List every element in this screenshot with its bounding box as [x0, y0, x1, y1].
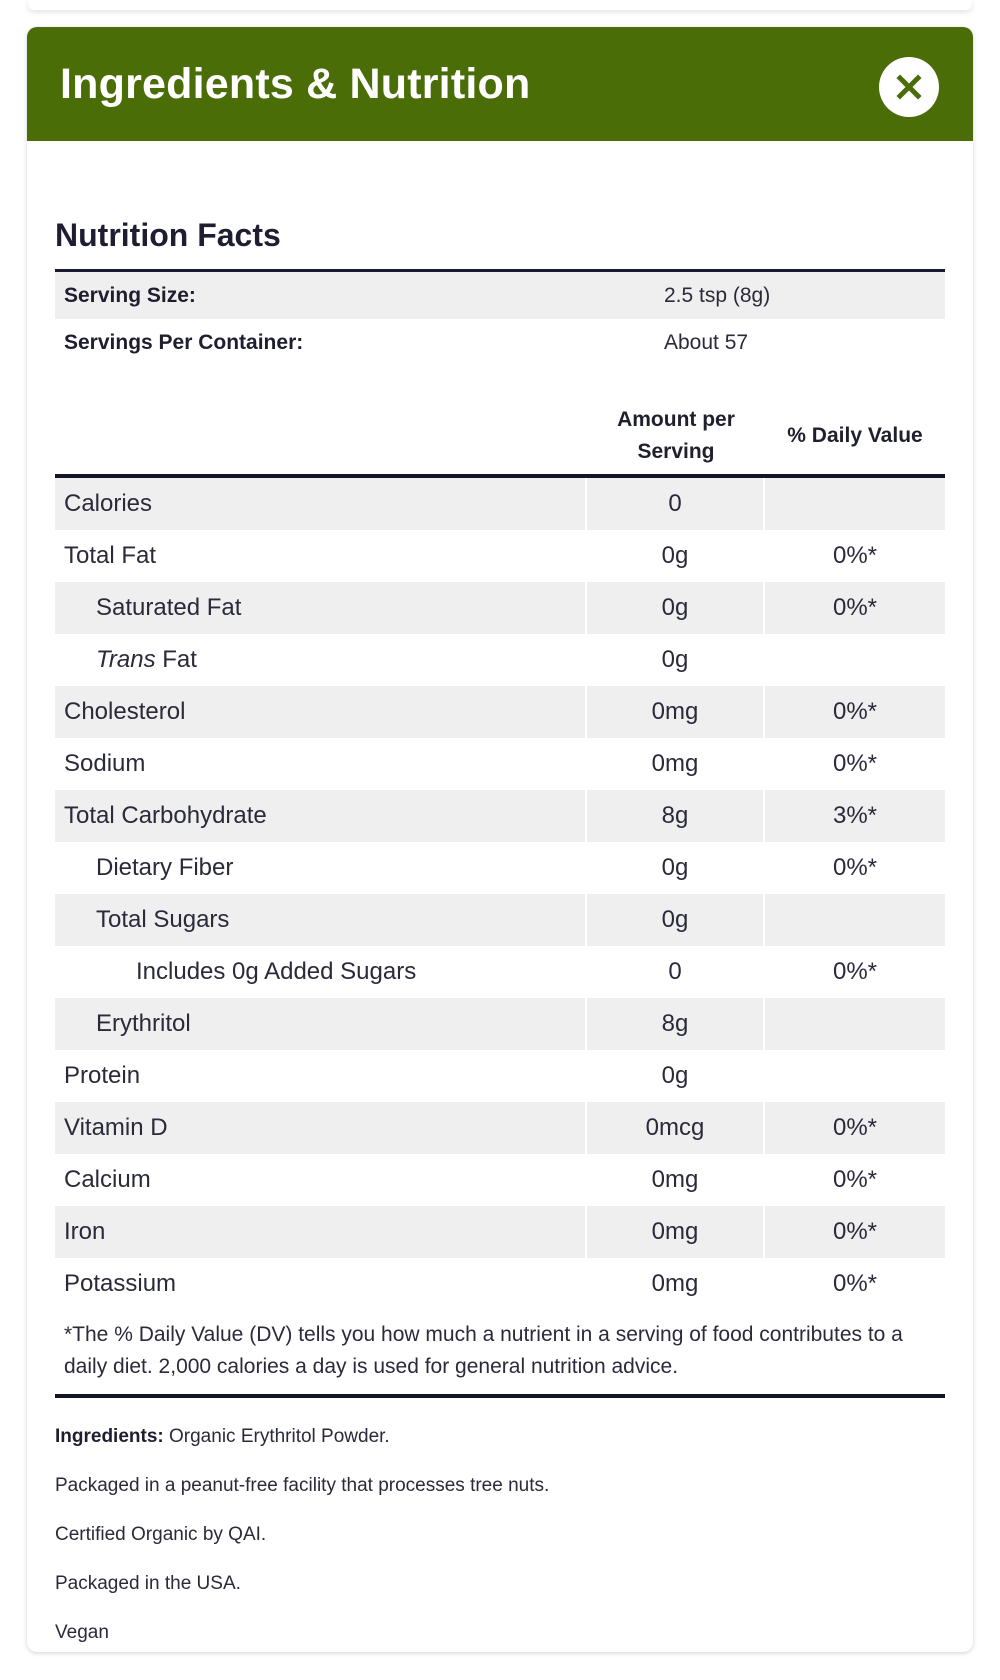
nutrient-name: Total Sugars: [55, 894, 587, 946]
nutrient-daily-value: [765, 1050, 945, 1102]
daily-value-footnote: *The % Daily Value (DV) tells you how much a nutrient in a serving of food contributes to a daily diet. 2,000 calories a day is used for general nutrition advice.: [64, 1323, 903, 1378]
nutrient-name: [55, 634, 587, 686]
nutrient-amount: 0mg: [587, 1206, 765, 1258]
nutrient-name: Iron: [55, 1206, 587, 1258]
modal-header: [27, 27, 973, 141]
nutrient-daily-value: 0%*: [832, 1166, 878, 1193]
ingredients-nutrition-modal: [27, 27, 973, 1652]
ingredients-label: Ingredients:: [55, 1426, 164, 1447]
nutrient-amount: 0g: [587, 894, 765, 946]
nutrition-facts-title: Nutrition Facts: [55, 217, 281, 253]
table-row: [55, 842, 945, 894]
nutrient-name: Potassium: [55, 1258, 587, 1310]
nutrient-daily-value: [765, 894, 945, 946]
nutrient-amount: 0mg: [587, 686, 765, 738]
nutrient-daily-value: 0%*: [832, 698, 878, 725]
nutrient-name: Includes 0g Added Sugars: [55, 946, 587, 998]
nutrient-amount: 0mcg: [587, 1102, 765, 1154]
nutrition-table: [55, 474, 945, 1310]
table-row: [55, 1154, 945, 1206]
nutrient-daily-value: 0%*: [832, 958, 878, 985]
nutrient-daily-value: [765, 634, 945, 686]
column-amount-per-serving: Amount per Serving: [617, 407, 735, 463]
table-row: [55, 530, 945, 582]
table-row: [55, 1102, 945, 1154]
nutrient-name-rest: Fat: [162, 646, 197, 673]
nutrient-name: Erythritol: [55, 998, 587, 1050]
nutrient-name: Vitamin D: [55, 1102, 587, 1154]
nutrient-daily-value: 0%*: [832, 1218, 878, 1245]
nutrient-daily-value: 0%*: [832, 854, 878, 881]
serving-size-value: 2.5 tsp (8g): [664, 283, 771, 307]
nutrient-amount: 0g: [587, 582, 765, 634]
packaged-note: Packaged in the USA.: [55, 1573, 241, 1594]
table-row: [55, 738, 945, 790]
nutrient-daily-value: 0%*: [832, 594, 878, 621]
close-icon: [896, 74, 922, 100]
nutrient-amount: 0g: [587, 1050, 765, 1102]
nutrient-name-italic: Trans: [96, 646, 156, 673]
footnote-divider: [55, 1394, 945, 1398]
nutrient-amount: 8g: [587, 998, 765, 1050]
nutrient-name: Protein: [55, 1050, 587, 1102]
nutrient-amount: 0g: [587, 634, 765, 686]
close-button[interactable]: [879, 57, 939, 117]
serving-info: [55, 269, 945, 366]
ingredients-line: [55, 1426, 945, 1448]
serving-size-label: Serving Size:: [64, 283, 196, 307]
nutrient-name: Calories: [55, 478, 587, 530]
table-row: [55, 894, 945, 946]
nutrient-amount: 8g: [587, 790, 765, 842]
table-row: [55, 582, 945, 634]
nutrient-amount: 0mg: [587, 738, 765, 790]
table-row: [55, 478, 945, 530]
table-row: [55, 998, 945, 1050]
nutrient-name: Total Fat: [55, 530, 587, 582]
product-notes: [55, 1426, 945, 1652]
nutrient-amount: 0: [587, 946, 765, 998]
nutrition-table-header: [55, 399, 945, 472]
table-row: [55, 1258, 945, 1310]
vegan-note: Vegan: [55, 1622, 109, 1643]
previous-card-edge: [28, 0, 972, 10]
column-daily-value: % Daily Value: [787, 423, 923, 447]
servings-per-container-label: Servings Per Container:: [64, 330, 304, 354]
servings-per-container-value: About 57: [664, 330, 749, 354]
nutrient-name: Cholesterol: [55, 686, 587, 738]
table-row: [55, 1206, 945, 1258]
nutrient-amount: 0mg: [587, 1154, 765, 1206]
ingredients-value: Organic Erythritol Powder.: [163, 1426, 390, 1447]
facility-note: Packaged in a peanut-free facility that processes tree nuts.: [55, 1475, 550, 1496]
nutrient-daily-value: [765, 998, 945, 1050]
nutrient-name: Sodium: [55, 738, 587, 790]
nutrient-amount: 0mg: [587, 1258, 765, 1310]
modal-title: Ingredients & Nutrition: [60, 60, 531, 108]
nutrient-daily-value: 0%*: [832, 1270, 878, 1297]
nutrient-name: Dietary Fiber: [55, 842, 587, 894]
table-row: [55, 790, 945, 842]
table-row: [55, 634, 945, 686]
nutrient-daily-value: [765, 478, 945, 530]
nutrient-name: Saturated Fat: [55, 582, 587, 634]
nutrient-amount: 0: [587, 478, 765, 530]
nutrient-amount: 0g: [587, 530, 765, 582]
nutrient-daily-value: 0%*: [832, 1114, 878, 1141]
certified-note: Certified Organic by QAI.: [55, 1524, 267, 1545]
nutrient-daily-value: 0%*: [832, 750, 878, 777]
servings-per-container-row: [55, 319, 945, 366]
table-row: [55, 1050, 945, 1102]
nutrient-daily-value: 3%*: [832, 802, 878, 829]
nutrient-daily-value: 0%*: [832, 542, 878, 569]
nutrient-name: Calcium: [55, 1154, 587, 1206]
nutrient-name: Total Carbohydrate: [55, 790, 587, 842]
table-row: [55, 686, 945, 738]
table-row: [55, 946, 945, 998]
nutrient-amount: 0g: [587, 842, 765, 894]
serving-size-row: [55, 272, 945, 319]
